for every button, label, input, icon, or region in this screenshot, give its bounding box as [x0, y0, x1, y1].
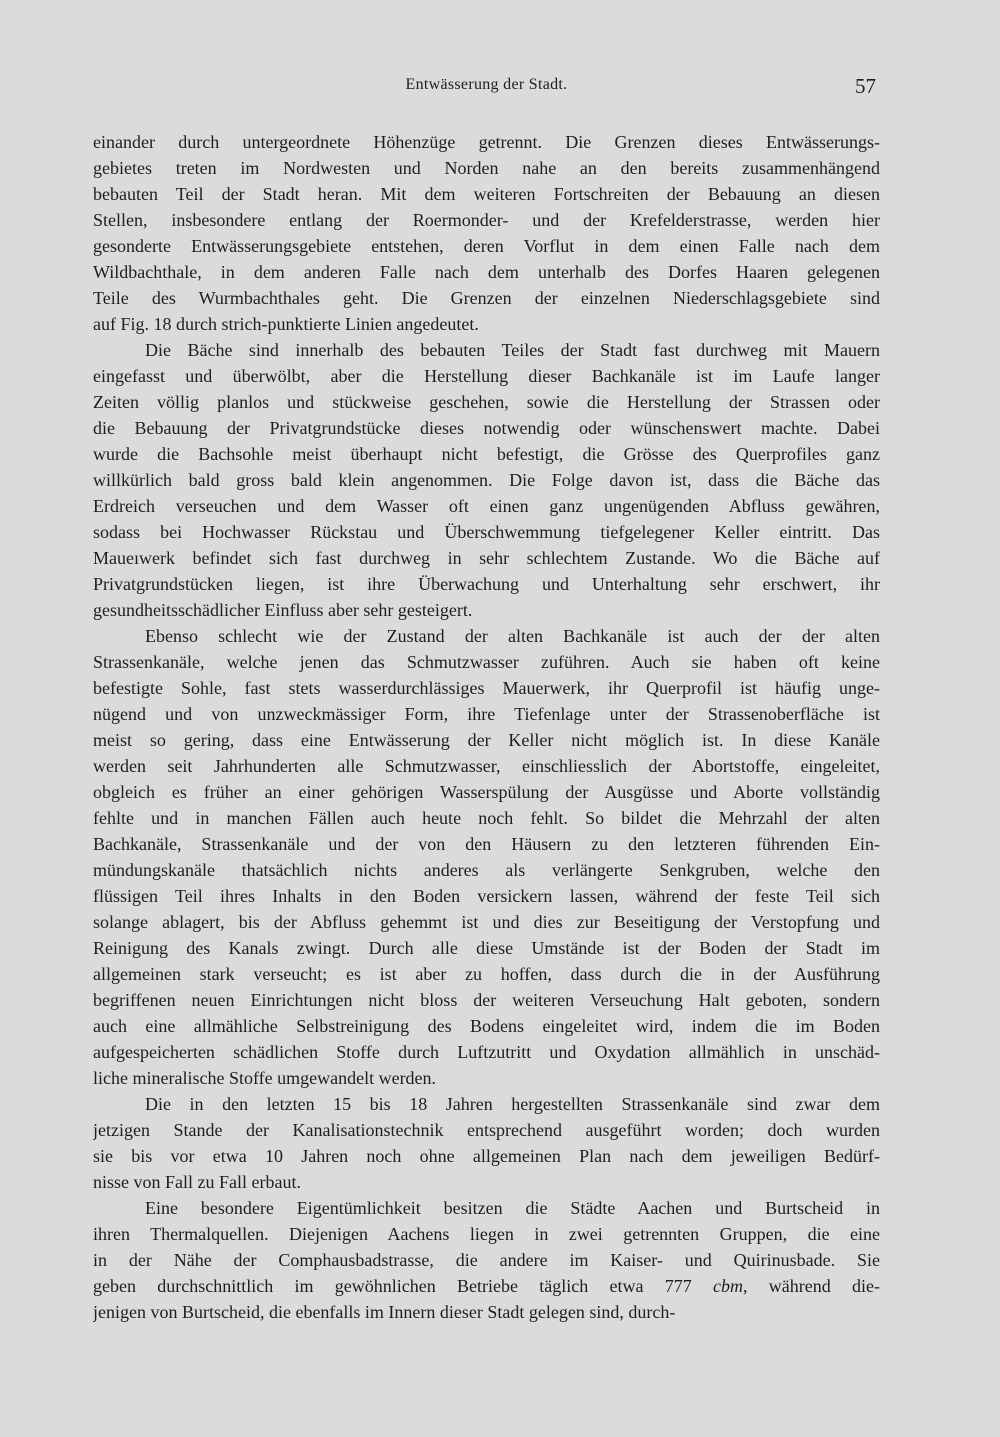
- text-line: in der Nähe der Comphausbadstrasse, die andere im Kaiser- und Quirinusbade. Sie: [93, 1250, 880, 1270]
- body-text: [93, 129, 880, 1325]
- text-line: willkürlich bald gross bald klein angenommen. Die Folge davon ist, dass die Bäche das: [93, 470, 880, 490]
- text-line: werden seit Jahrhunderten alle Schmutzwasser, einschliesslich der Abortstoffe, eingeleitet,: [93, 756, 880, 776]
- text-line: sie bis vor etwa 10 Jahren noch ohne allgemeinen Plan nach dem jeweiligen Bedürf-: [93, 1146, 880, 1166]
- text-line: einander durch untergeordnete Höhenzüge getrennt. Die Grenzen dieses Entwässerungs-: [93, 132, 880, 152]
- text-line: Eine besondere Eigentümlichkeit besitzen die Städte Aachen und Burtscheid in: [145, 1198, 880, 1218]
- text-line: solange ablagert, bis der Abfluss gehemmt ist und dies zur Beseitigung der Verstopfung und: [93, 912, 880, 932]
- text-line: jenigen von Burtscheid, die ebenfalls im Innern dieser Stadt gelegen sind, durch-: [93, 1302, 676, 1322]
- text-line: wurde die Bachsohle meist überhaupt nicht befestigt, die Grösse des Querprofiles ganz: [93, 444, 880, 464]
- text-line: Maueıwerk befindet sich fast durchweg in sehr schlechtem Zustande. Wo die Bäche auf: [93, 548, 880, 568]
- text-line: Strassenkanäle, welche jenen das Schmutzwasser zuführen. Auch sie haben oft keine: [93, 652, 880, 672]
- paragraph: [93, 337, 880, 623]
- text-line: mündungskanäle thatsächlich nichts anderes als verlängerte Senkgruben, welche den: [93, 860, 880, 880]
- text-line: eingefasst und überwölbt, aber die Herstellung dieser Bachkanäle ist im Laufe langer: [93, 366, 880, 386]
- text-line: auch eine allmähliche Selbstreinigung des Bodens eingeleitet wird, indem die im Boden: [93, 1016, 880, 1036]
- text-line: Erdreich verseuchen und dem Wasser oft einen ganz ungenügenden Abfluss gewähren,: [93, 496, 880, 516]
- text-line: Reinigung des Kanals zwingt. Durch alle diese Umstände ist der Boden der Stadt im: [93, 938, 880, 958]
- text-line: Wildbachthale, in dem anderen Falle nach dem unterhalb des Dorfes Haaren gelegenen: [93, 262, 880, 282]
- text-line: begriffenen neuen Einrichtungen nicht bloss der weiteren Verseuchung Halt geboten, sondern: [93, 990, 880, 1010]
- text-line: aufgespeicherten schädlichen Stoffe durch Luftzutritt und Oxydation allmählich in unschäd-: [93, 1042, 880, 1062]
- text-line: Die Bäche sind innerhalb des bebauten Teiles der Stadt fast durchweg mit Mauern: [145, 340, 880, 360]
- text-line: meist so gering, dass eine Entwässerung der Keller nicht möglich ist. In diese Kanäle: [93, 730, 880, 750]
- text-line: allgemeinen stark verseucht; es ist aber zu hoffen, dass durch die in der Ausführung: [93, 964, 880, 984]
- text-line: Stellen, insbesondere entlang der Roermonder- und der Krefelderstrasse, werden hier: [93, 210, 880, 230]
- text-line: Bachkanäle, Strassenkanäle und der von den Häusern zu den letzteren führenden Ein-: [93, 834, 880, 854]
- text-line: liche mineralische Stoffe umgewandelt werden.: [93, 1068, 437, 1088]
- text-line: Die in den letzten 15 bis 18 Jahren hergestellten Strassenkanäle sind zwar dem: [145, 1094, 880, 1114]
- text-line: Zeiten völlig planlos und stückweise geschehen, sowie die Herstellung der Strassen oder: [93, 392, 880, 412]
- text-line: gesundheitsschädlicher Einfluss aber sehr gesteigert.: [93, 600, 473, 620]
- text-line: obgleich es früher an einer gehörigen Wasserspülung der Ausgüsse und Aborte vollständig: [93, 782, 880, 802]
- paragraph: [93, 129, 880, 337]
- text-line: bebauten Teil der Stadt heran. Mit dem weiteren Fortschreiten der Bebauung an diesen: [93, 184, 880, 204]
- text-line: gebietes treten im Nordwesten und Norden nahe an den bereits zusammenhängend: [93, 158, 880, 178]
- text-line: jetzigen Stande der Kanalisationstechnik entsprechend ausgeführt worden; doch wurden: [93, 1120, 880, 1140]
- text-line: befestigte Sohle, fast stets wasserdurchlässiges Mauerwerk, ihr Querprofil ist häufig unge-: [93, 678, 880, 698]
- paragraph: [93, 623, 880, 1091]
- text-line: sodass bei Hochwasser Rückstau und Überschwemmung tiefgelegener Keller eintritt. Das: [93, 522, 880, 542]
- text-line: gesonderte Entwässerungsgebiete entstehen, deren Vorflut in dem einen Falle nach dem: [93, 236, 880, 256]
- text-line: Teile des Wurmbachthales geht. Die Grenzen der einzelnen Niederschlagsgebiete sind: [93, 288, 880, 308]
- text-line: fehlte und in manchen Fällen auch heute noch fehlt. So bildet die Mehrzahl der alten: [93, 808, 880, 828]
- page-number: 57: [855, 74, 876, 98]
- paragraph: [93, 1091, 880, 1195]
- running-head: [93, 74, 880, 102]
- text-line: flüssigen Teil ihres Inhalts in den Boden versickern lassen, während der feste Teil sich: [93, 886, 880, 906]
- text-line: auf Fig. 18 durch strich-punktierte Linien angedeutet.: [93, 314, 479, 334]
- text-line: geben durchschnittlich im gewöhnlichen Betriebe täglich etwa 777 cbm, während die-: [93, 1276, 880, 1296]
- running-title: Entwässerung der Stadt.: [405, 76, 568, 93]
- text-line: ihren Thermalquellen. Diejenigen Aachens liegen in zwei getrennten Gruppen, die eine: [93, 1224, 880, 1244]
- text-line: nügend und von unzweckmässiger Form, ihre Tiefenlage unter der Strassenoberfläche ist: [93, 704, 880, 724]
- paragraph: [93, 1195, 880, 1325]
- text-line: Privatgrundstücken liegen, ist ihre Überwachung und Unterhaltung sehr erschwert, ihr: [93, 574, 880, 594]
- text-line: die Bebauung der Privatgrundstücke dieses notwendig oder wünschenswert machte. Dabei: [93, 418, 880, 438]
- text-line: Ebenso schlecht wie der Zustand der alten Bachkanäle ist auch der der alten: [145, 626, 880, 646]
- text-line: nisse von Fall zu Fall erbaut.: [93, 1172, 301, 1192]
